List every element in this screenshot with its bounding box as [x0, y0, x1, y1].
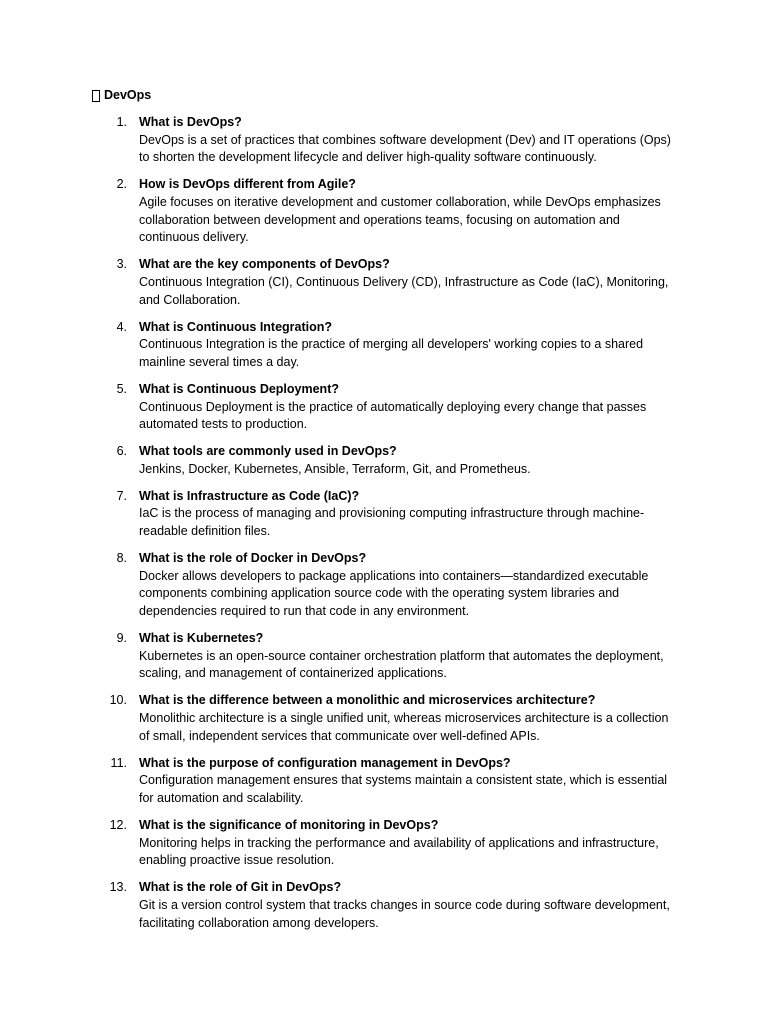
answer-text: Kubernetes is an open-source container orchestration platform that automates the deployment, scaling, and management of containerized applications.: [139, 648, 664, 681]
answer-text: DevOps is a set of practices that combines software development (Dev) and IT operations (Ops) to shorten the development lifecycle and deliver high-quality software continuously.: [139, 132, 671, 165]
list-item: [0, 755, 768, 808]
answer-text: Agile focuses on iterative development and customer collaboration, while DevOps emphasizes collaboration between development and operations teams, focusing on automation and continuous delivery.: [139, 195, 661, 245]
answer-text: Continuous Integration is the practice of merging all developers' working copies to a shared mainline several times a day.: [139, 337, 644, 369]
item-number: 3.: [116, 257, 127, 272]
question-text: What is Continuous Integration?: [139, 319, 333, 334]
question-text: What is the difference between a monolithic and microservices architecture?: [139, 693, 596, 708]
item-number: 9.: [116, 631, 127, 646]
list-item: [0, 443, 768, 478]
item-number: 11.: [110, 755, 127, 770]
answer-text: Monitoring helps in tracking the performance and availability of applications and infrastructure, enabling proactive issue resolution.: [139, 835, 659, 868]
item-number: 4.: [116, 319, 127, 334]
question-text: What is the role of Docker in DevOps?: [139, 551, 367, 566]
item-number: 8.: [116, 551, 127, 566]
question-text: What is the purpose of configuration management in DevOps?: [139, 755, 511, 770]
answer-text: Monolithic architecture is a single unified unit, whereas microservices architecture is a collection of small, independent services that communicate over well-defined APIs.: [139, 711, 669, 743]
answer-text: IaC is the process of managing and provisioning computing infrastructure through machine-readable definition files.: [139, 506, 645, 539]
list-item: [0, 550, 768, 621]
qa-list: [0, 114, 768, 942]
question-text: What is DevOps?: [139, 115, 242, 129]
list-item: [0, 319, 768, 372]
list-item: [0, 879, 768, 932]
item-number: 5.: [116, 381, 127, 396]
item-number: 12.: [109, 817, 127, 832]
answer-text: Configuration management ensures that systems maintain a consistent state, which is essential for automation and scalability.: [139, 773, 668, 806]
list-item: [0, 176, 768, 247]
answer-text: Git is a version control system that tracks changes in source code during software development, facilitating collaboration among developers.: [139, 897, 670, 930]
question-text: What is Infrastructure as Code (IaC)?: [139, 488, 360, 503]
answer-text: Docker allows developers to package applications into containers—standardized executable components combining application source code with the operating system libraries and dependencies required to run that code in any environment.: [139, 568, 649, 619]
question-text: What is Kubernetes?: [139, 631, 264, 646]
item-number: 1.: [116, 115, 127, 129]
list-item: [0, 630, 768, 683]
list-item: [0, 692, 768, 745]
question-text: What are the key components of DevOps?: [139, 257, 390, 272]
answer-text: Continuous Integration (CI), Continuous Delivery (CD), Infrastructure as Code (IaC), Monitoring, and Collaboration.: [139, 275, 669, 307]
question-text: How is DevOps different from Agile?: [139, 177, 356, 192]
answer-text: Jenkins, Docker, Kubernetes, Ansible, Terraform, Git, and Prometheus.: [139, 461, 531, 476]
list-item: [0, 817, 768, 870]
document-heading: [92, 87, 151, 104]
item-number: 7.: [116, 488, 127, 503]
missing-glyph-icon: [92, 90, 100, 102]
heading-text: DevOps: [104, 88, 152, 102]
item-number: 2.: [116, 177, 127, 192]
question-text: What is the role of Git in DevOps?: [139, 880, 342, 895]
item-number: 6.: [116, 444, 127, 459]
list-item: [0, 256, 768, 309]
answer-text: Continuous Deployment is the practice of automatically deploying every change that passes automated tests to production.: [139, 399, 647, 432]
item-number: 13.: [109, 880, 127, 895]
item-number: 10.: [109, 693, 127, 708]
list-item: [0, 114, 768, 167]
question-text: What is the significance of monitoring in DevOps?: [139, 817, 439, 832]
list-item: [0, 381, 768, 434]
list-item: [0, 488, 768, 541]
question-text: What tools are commonly used in DevOps?: [139, 444, 397, 459]
question-text: What is Continuous Deployment?: [139, 381, 339, 396]
